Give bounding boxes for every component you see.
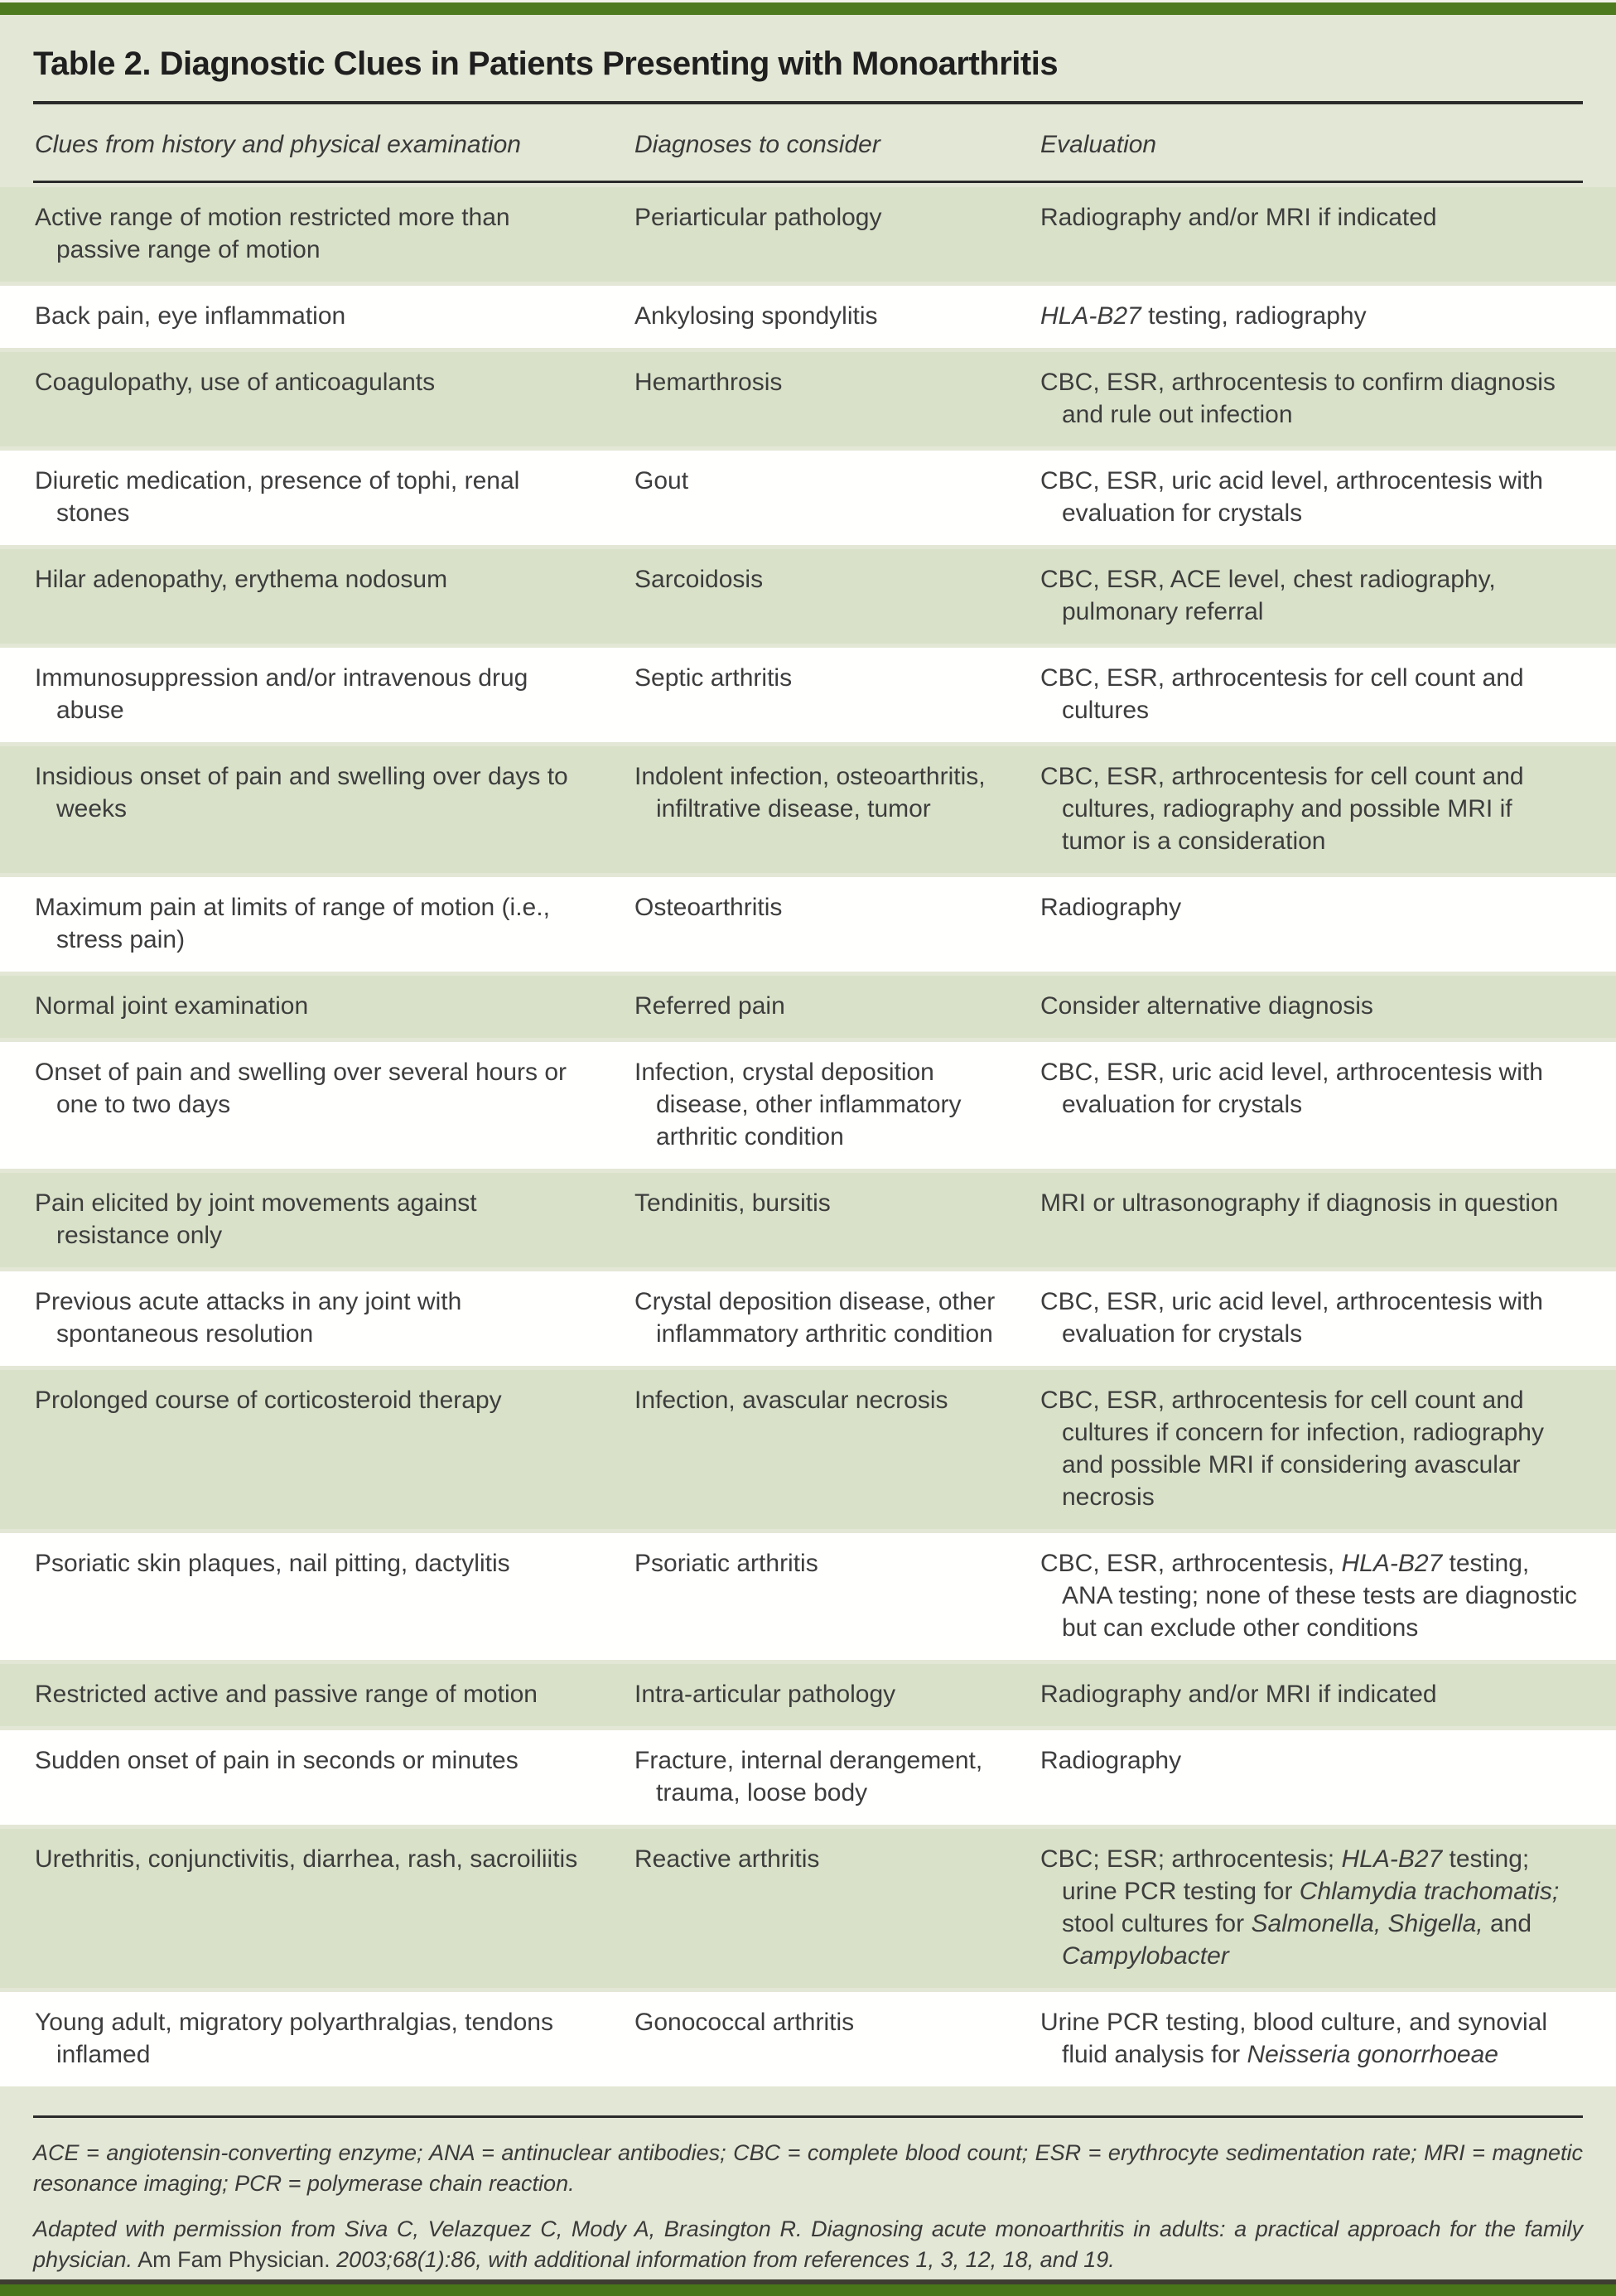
evaluation-cell: CBC, ESR, uric acid level, arthrocentesis with evaluation for crystals — [1040, 1059, 1543, 1118]
evaluation-cell: Radiography — [1040, 894, 1182, 921]
clue-cell: Diuretic medication, presence of tophi, renal stones — [35, 467, 520, 527]
diagnosis-cell: Ankylosing spondylitis — [634, 302, 878, 330]
evaluation-cell: CBC, ESR, arthrocentesis for cell count and cultures, radiography and possible MRI if tumor is a consideration — [1040, 763, 1524, 855]
evaluation-cell: CBC, ESR, arthrocentesis, HLA-B27 testing, ANA testing; none of these tests are diagnostic but can exclude other conditions — [1040, 1550, 1578, 1642]
clue-cell: Previous acute attacks in any joint with spontaneous resolution — [35, 1288, 462, 1348]
clue-cell: Hilar adenopathy, erythema nodosum — [35, 566, 448, 593]
clue-cell: Maximum pain at limits of range of motion (i.e., stress pain) — [35, 894, 550, 953]
diagnosis-cell: Psoriatic arthritis — [634, 1550, 818, 1577]
diagnosis-cell: Reactive arthritis — [634, 1845, 820, 1873]
evaluation-cell: Urine PCR testing, blood culture, and synovial fluid analysis for Neisseria gonorrhoeae — [1040, 2009, 1547, 2068]
table-row — [0, 1664, 1616, 1726]
evaluation-cell: CBC, ESR, arthrocentesis for cell count and cultures if concern for infection, radiography and possible MRI if considering avascular necrosis — [1040, 1387, 1544, 1511]
bottom-accent-bar — [0, 2284, 1616, 2296]
table-row — [0, 1173, 1616, 1267]
table-row — [0, 187, 1616, 282]
clue-cell: Restricted active and passive range of motion — [35, 1681, 538, 1708]
abbreviations-note: ACE = angiotensin-converting enzyme; ANA = antinuclear antibodies; CBC = complete blood count; ESR = erythrocyte sedimentation rate; MRI = magnetic resonance imaging; PCR = polymerase chain reaction. — [33, 2140, 1583, 2196]
diagnosis-cell: Fracture, internal derangement, trauma, loose body — [634, 1747, 983, 1806]
diagnosis-cell: Septic arthritis — [634, 664, 793, 692]
table-row — [0, 976, 1616, 1038]
evaluation-cell: Consider alternative diagnosis — [1040, 992, 1373, 1020]
diagnosis-cell: Indolent infection, osteoarthritis, infiltrative disease, tumor — [634, 763, 986, 822]
column-header-row — [0, 104, 1616, 181]
evaluation-cell: CBC, ESR, ACE level, chest radiography, pulmonary referral — [1040, 566, 1496, 625]
diagnosis-cell: Tendinitis, bursitis — [634, 1189, 831, 1217]
diagnosis-cell: Sarcoidosis — [634, 566, 764, 593]
table-row — [0, 286, 1616, 348]
clue-cell: Pain elicited by joint movements against resistance only — [35, 1189, 477, 1249]
column-header-diagnoses: Diagnoses to consider — [634, 131, 880, 158]
clue-cell: Coagulopathy, use of anticoagulants — [35, 369, 436, 396]
table-row — [0, 648, 1616, 742]
column-header-evaluation: Evaluation — [1040, 131, 1157, 158]
evaluation-cell: CBC, ESR, uric acid level, arthrocentesis with evaluation for crystals — [1040, 1288, 1543, 1348]
bottom-zone — [0, 2279, 1616, 2296]
clue-cell: Urethritis, conjunctivitis, diarrhea, rash, sacroiliitis — [35, 1845, 578, 1873]
source-citation-note: Adapted with permission from Siva C, Velazquez C, Mody A, Brasington R. Diagnosing acute monoarthritis in adults: a practical approach for the family physician. Am Fam Physician. 2003;68(1):86, with additional information from references 1, 3, 12, 18, and 19. — [33, 2216, 1583, 2272]
clue-cell: Normal joint examination — [35, 992, 309, 1020]
clue-cell: Psoriatic skin plaques, nail pitting, dactylitis — [35, 1550, 510, 1577]
clue-cell: Onset of pain and swelling over several hours or one to two days — [35, 1059, 567, 1118]
diagnosis-cell: Osteoarthritis — [634, 894, 783, 921]
diagnosis-cell: Infection, avascular necrosis — [634, 1387, 948, 1414]
clue-cell: Sudden onset of pain in seconds or minutes — [35, 1747, 519, 1774]
clue-cell: Young adult, migratory polyarthralgias, tendons inflamed — [35, 2009, 553, 2068]
clue-cell: Back pain, eye inflammation — [35, 302, 346, 330]
clue-cell: Insidious onset of pain and swelling over days to weeks — [35, 763, 568, 822]
table-row — [0, 352, 1616, 446]
evaluation-cell: MRI or ultrasonography if diagnosis in question — [1040, 1189, 1559, 1217]
table-title: Table 2. Diagnostic Clues in Patients Presenting with Monoarthritis — [33, 46, 1059, 82]
table-row — [0, 549, 1616, 644]
top-accent-bar — [0, 2, 1616, 15]
diagnosis-cell: Infection, crystal deposition disease, other inflammatory arthritic condition — [634, 1059, 962, 1150]
evaluation-cell: Radiography and/or MRI if indicated — [1040, 204, 1437, 231]
table-row — [0, 451, 1616, 545]
evaluation-cell: CBC, ESR, uric acid level, arthrocentesis with evaluation for crystals — [1040, 467, 1543, 527]
diagnosis-cell: Periarticular pathology — [634, 204, 882, 231]
table-row — [0, 1370, 1616, 1529]
diagnosis-cell: Gout — [634, 467, 689, 494]
diagnosis-cell: Intra-articular pathology — [634, 1681, 896, 1708]
clue-cell: Immunosuppression and/or intravenous drug abuse — [35, 664, 528, 724]
table-row — [0, 1271, 1616, 1366]
column-header-clues: Clues from history and physical examination — [35, 131, 521, 158]
table-body — [0, 183, 1616, 2091]
evaluation-cell: CBC; ESR; arthrocentesis; HLA-B27 testing; urine PCR testing for Chlamydia trachomatis; stool cultures for Salmonella, Shigella, and Campylobacter — [1040, 1845, 1560, 1970]
evaluation-cell: Radiography and/or MRI if indicated — [1040, 1681, 1437, 1708]
table-row — [0, 1533, 1616, 1660]
clue-cell: Prolonged course of corticosteroid therapy — [35, 1387, 502, 1414]
diagnosis-cell: Gonococcal arthritis — [634, 2009, 855, 2036]
table-row — [0, 877, 1616, 972]
diagnosis-cell: Crystal deposition disease, other inflammatory arthritic condition — [634, 1288, 996, 1348]
diagnosis-cell: Hemarthrosis — [634, 369, 783, 396]
table-row — [0, 746, 1616, 873]
evaluation-cell: HLA-B27 testing, radiography — [1040, 302, 1367, 330]
table-row — [0, 1042, 1616, 1169]
evaluation-cell: CBC, ESR, arthrocentesis for cell count and cultures — [1040, 664, 1524, 724]
clue-cell: Active range of motion restricted more than passive range of motion — [35, 204, 510, 263]
table-row — [0, 1829, 1616, 1988]
title-block — [0, 15, 1616, 83]
evaluation-cell: Radiography — [1040, 1747, 1182, 1774]
table-row — [0, 1992, 1616, 2086]
footnote-section — [0, 2091, 1616, 2296]
evaluation-cell: CBC, ESR, arthrocentesis to confirm diagnosis and rule out infection — [1040, 369, 1556, 428]
table-row — [0, 1730, 1616, 1825]
diagnosis-cell: Referred pain — [634, 992, 785, 1020]
footnote-rule — [33, 2115, 1583, 2118]
